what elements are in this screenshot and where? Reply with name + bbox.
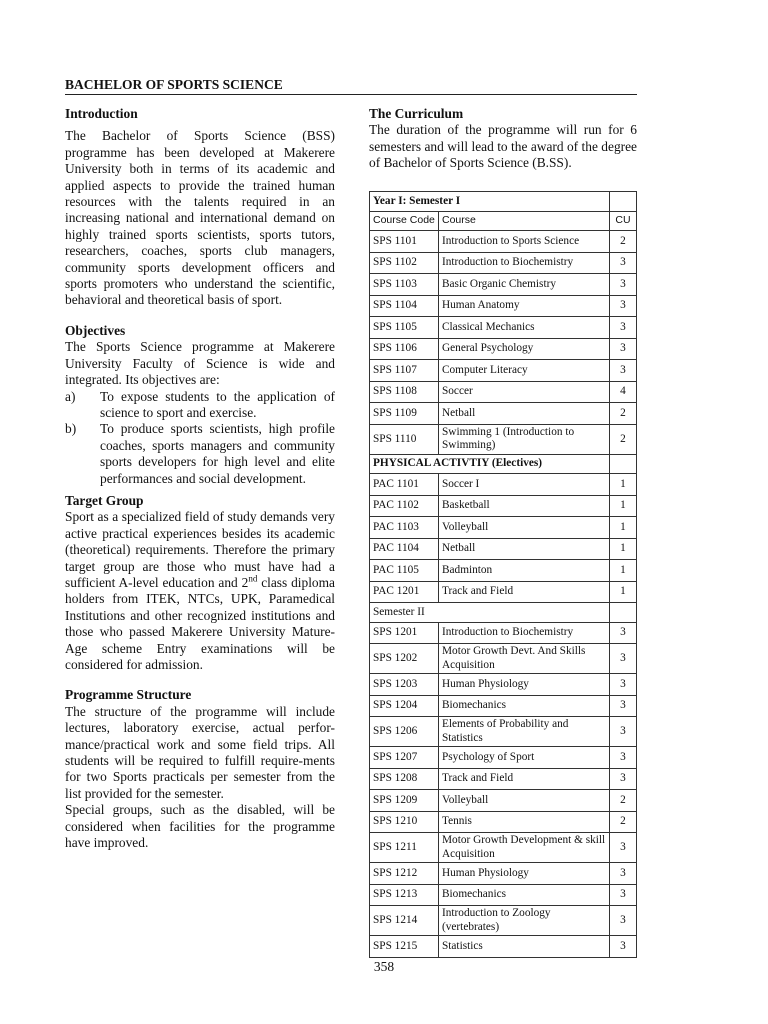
course-code-cell: SPS 1204 bbox=[370, 695, 439, 717]
curriculum-title: The Curriculum bbox=[369, 106, 464, 121]
introduction-text: The Bachelor of Sports Science (BSS) programme has been developed at Makerere University both in terms of its academic and applied aspects to provide the trained human resources with the talents required in an increasing national and international demand on highly trained sports scientists, sports tutors, researchers, coaches, sports club managers, community sports development officers and sports promoters who understand the scientific, behavioral and theoretical basis of sport. bbox=[65, 128, 335, 308]
list-item-label: b) bbox=[65, 421, 77, 437]
course-name-cell: Track and Field bbox=[439, 581, 610, 603]
credit-units-cell: 3 bbox=[610, 768, 637, 790]
programme-structure-text: The structure of the programme will include lectures, laboratory exercise, actual perfor-mance/practical work and some field trips. All students will be required to fulfill require-ments for two Sports practicals per semester from the list provided for the semester. bbox=[65, 703, 335, 801]
course-code-cell: SPS 1107 bbox=[370, 360, 439, 382]
course-name-cell: Human Physiology bbox=[439, 863, 610, 885]
introduction-title: Introduction bbox=[65, 106, 138, 121]
year-semester-header-label: Year I: Semester I bbox=[370, 192, 610, 212]
credit-units-cell: 1 bbox=[610, 517, 637, 539]
empty-cell bbox=[610, 603, 637, 623]
table-row bbox=[370, 833, 637, 863]
table-row bbox=[370, 695, 637, 717]
course-name-cell: Track and Field bbox=[439, 768, 610, 790]
ordinal-superscript: nd bbox=[248, 573, 258, 584]
course-code-cell: PAC 1103 bbox=[370, 517, 439, 539]
table-row bbox=[370, 231, 637, 253]
credit-units-cell: 3 bbox=[610, 695, 637, 717]
credit-units-cell: 3 bbox=[610, 274, 637, 296]
target-group-title: Target Group bbox=[65, 492, 144, 508]
credit-units-cell: 1 bbox=[610, 538, 637, 560]
table-row bbox=[370, 811, 637, 833]
course-name-cell: General Psychology bbox=[439, 338, 610, 360]
course-code-cell: SPS 1206 bbox=[370, 717, 439, 747]
table-row bbox=[370, 538, 637, 560]
course-code-cell: SPS 1110 bbox=[370, 424, 439, 454]
document-heading: BACHELOR OF SPORTS SCIENCE bbox=[65, 77, 637, 95]
course-name-cell: Psychology of Sport bbox=[439, 747, 610, 769]
course-code-cell: SPS 1211 bbox=[370, 833, 439, 863]
credit-units-cell: 3 bbox=[610, 674, 637, 696]
page-number: 358 bbox=[373, 959, 395, 974]
course-code-cell: SPS 1212 bbox=[370, 863, 439, 885]
course-code-cell: PAC 1104 bbox=[370, 538, 439, 560]
credit-units-cell: 2 bbox=[610, 790, 637, 812]
credit-units-cell: 3 bbox=[610, 360, 637, 382]
course-name-cell: Soccer I bbox=[439, 474, 610, 496]
table-row bbox=[370, 936, 637, 958]
target-group-text bbox=[65, 509, 335, 673]
credit-units-cell: 3 bbox=[610, 747, 637, 769]
column-header-code: Course Code bbox=[370, 211, 439, 231]
table-row bbox=[370, 495, 637, 517]
table-row bbox=[370, 717, 637, 747]
course-code-cell: SPS 1213 bbox=[370, 884, 439, 906]
course-name-cell: Badminton bbox=[439, 560, 610, 582]
credit-units-cell: 3 bbox=[610, 338, 637, 360]
table-row bbox=[370, 295, 637, 317]
table-row bbox=[370, 424, 637, 454]
course-code-cell: SPS 1104 bbox=[370, 295, 439, 317]
curriculum-text: The duration of the programme will run for 6 semesters and will lead to the award of the degree of Bachelor of Sports Science (B.SS). bbox=[369, 122, 637, 171]
course-code-cell: PAC 1101 bbox=[370, 474, 439, 496]
course-name-cell: Swimming 1 (Introduction to Swimming) bbox=[439, 424, 610, 454]
table-row bbox=[370, 360, 637, 382]
credit-units-cell: 2 bbox=[610, 403, 637, 425]
semester-ii-header-label: Semester II bbox=[370, 603, 610, 623]
course-code-cell: SPS 1209 bbox=[370, 790, 439, 812]
course-name-cell: Human Physiology bbox=[439, 674, 610, 696]
course-name-cell: Soccer bbox=[439, 381, 610, 403]
right-column bbox=[369, 106, 637, 172]
credit-units-cell: 3 bbox=[610, 833, 637, 863]
left-column bbox=[65, 106, 335, 851]
course-name-cell: Introduction to Zoology (vertebrates) bbox=[439, 906, 610, 936]
course-code-cell: SPS 1207 bbox=[370, 747, 439, 769]
course-name-cell: Basketball bbox=[439, 495, 610, 517]
table-row bbox=[370, 274, 637, 296]
list-item bbox=[65, 421, 335, 487]
course-code-cell: SPS 1102 bbox=[370, 252, 439, 274]
course-code-cell: SPS 1109 bbox=[370, 403, 439, 425]
course-code-cell: SPS 1214 bbox=[370, 906, 439, 936]
course-code-cell: SPS 1208 bbox=[370, 768, 439, 790]
curriculum-table bbox=[369, 191, 637, 958]
credit-units-cell: 3 bbox=[610, 906, 637, 936]
course-name-cell: Volleyball bbox=[439, 517, 610, 539]
credit-units-cell: 4 bbox=[610, 381, 637, 403]
course-name-cell: Introduction to Biochemistry bbox=[439, 622, 610, 644]
target-text-part: class diploma holders from ITEK, NTCs, UPK, Paramedical Institutions and other recognized institutions and those who passed Makerere University Mature-Age scheme Entry examinations will be considered for admission. bbox=[65, 574, 335, 672]
course-code-cell: SPS 1103 bbox=[370, 274, 439, 296]
list-item-text: To produce sports scientists, high profile coaches, sports managers and community sports developers for high level and elite performances and social development. bbox=[100, 421, 335, 486]
objectives-title: Objectives bbox=[65, 322, 126, 338]
credit-units-cell: 2 bbox=[610, 424, 637, 454]
target-text-part: Sport as a specialized field of study demands very active practical experiences besides its academic (theoretical) requirements. Therefore the primary target group are those who must have had a sufficient A-level education and 2 bbox=[65, 509, 335, 590]
course-code-cell: SPS 1106 bbox=[370, 338, 439, 360]
column-header-cu: CU bbox=[610, 211, 637, 231]
table-row bbox=[370, 560, 637, 582]
table-row bbox=[370, 317, 637, 339]
course-name-cell: Netball bbox=[439, 403, 610, 425]
credit-units-cell: 3 bbox=[610, 252, 637, 274]
table-row bbox=[370, 674, 637, 696]
course-code-cell: SPS 1108 bbox=[370, 381, 439, 403]
credit-units-cell: 2 bbox=[610, 811, 637, 833]
course-code-cell: SPS 1101 bbox=[370, 231, 439, 253]
course-name-cell: Volleyball bbox=[439, 790, 610, 812]
credit-units-cell: 1 bbox=[610, 474, 637, 496]
objectives-text: The Sports Science programme at Makerere University Faculty of Science is wide and integrated. Its objectives are: bbox=[65, 339, 335, 388]
course-name-cell: Motor Growth Development & skill Acquisition bbox=[439, 833, 610, 863]
course-name-cell: Elements of Probability and Statistics bbox=[439, 717, 610, 747]
credit-units-cell: 3 bbox=[610, 863, 637, 885]
credit-units-cell: 2 bbox=[610, 231, 637, 253]
table-row bbox=[370, 517, 637, 539]
programme-structure-title: Programme Structure bbox=[65, 687, 192, 703]
credit-units-cell: 3 bbox=[610, 717, 637, 747]
credit-units-cell: 3 bbox=[610, 884, 637, 906]
table-row bbox=[370, 252, 637, 274]
table-row bbox=[370, 622, 637, 644]
course-name-cell: Biomechanics bbox=[439, 695, 610, 717]
course-name-cell: Motor Growth Devt. And Skills Acquisition bbox=[439, 644, 610, 674]
semester-ii-header bbox=[370, 603, 637, 623]
list-item bbox=[65, 389, 335, 422]
credit-units-cell: 3 bbox=[610, 936, 637, 958]
course-name-cell: Biomechanics bbox=[439, 884, 610, 906]
credit-units-cell: 3 bbox=[610, 295, 637, 317]
table-row bbox=[370, 906, 637, 936]
course-code-cell: SPS 1202 bbox=[370, 644, 439, 674]
course-code-cell: SPS 1203 bbox=[370, 674, 439, 696]
table-row bbox=[370, 581, 637, 603]
empty-cell bbox=[610, 454, 637, 474]
course-name-cell: Computer Literacy bbox=[439, 360, 610, 382]
course-name-cell: Tennis bbox=[439, 811, 610, 833]
list-item-label: a) bbox=[65, 388, 76, 404]
table-row bbox=[370, 338, 637, 360]
table-row bbox=[370, 884, 637, 906]
programme-structure-text-2: Special groups, such as the disabled, will be considered when facilities for the programme have improved. bbox=[65, 802, 335, 851]
course-name-cell: Statistics bbox=[439, 936, 610, 958]
credit-units-cell: 3 bbox=[610, 317, 637, 339]
objectives-list bbox=[65, 389, 335, 487]
year-semester-header bbox=[370, 192, 637, 212]
course-name-cell: Human Anatomy bbox=[439, 295, 610, 317]
course-name-cell: Introduction to Sports Science bbox=[439, 231, 610, 253]
table-row bbox=[370, 474, 637, 496]
course-code-cell: PAC 1105 bbox=[370, 560, 439, 582]
list-item-text: To expose students to the application of science to sport and exercise. bbox=[100, 388, 335, 420]
course-name-cell: Classical Mechanics bbox=[439, 317, 610, 339]
table-row bbox=[370, 381, 637, 403]
column-header-row bbox=[370, 211, 637, 231]
course-name-cell: Introduction to Biochemistry bbox=[439, 252, 610, 274]
course-code-cell: SPS 1105 bbox=[370, 317, 439, 339]
table-row bbox=[370, 790, 637, 812]
course-code-cell: SPS 1215 bbox=[370, 936, 439, 958]
course-code-cell: PAC 1201 bbox=[370, 581, 439, 603]
column-header-course: Course bbox=[439, 211, 610, 231]
credit-units-cell: 1 bbox=[610, 581, 637, 603]
course-name-cell: Basic Organic Chemistry bbox=[439, 274, 610, 296]
table-row bbox=[370, 644, 637, 674]
table-row bbox=[370, 403, 637, 425]
course-code-cell: SPS 1201 bbox=[370, 622, 439, 644]
table-row bbox=[370, 768, 637, 790]
course-name-cell: Netball bbox=[439, 538, 610, 560]
table-row bbox=[370, 747, 637, 769]
credit-units-cell: 1 bbox=[610, 560, 637, 582]
credit-units-cell: 1 bbox=[610, 495, 637, 517]
course-code-cell: SPS 1210 bbox=[370, 811, 439, 833]
table-row bbox=[370, 863, 637, 885]
empty-cell bbox=[610, 192, 637, 212]
credit-units-cell: 3 bbox=[610, 644, 637, 674]
physical-activity-header-label: PHYSICAL ACTIVTIY (Electives) bbox=[370, 454, 610, 474]
credit-units-cell: 3 bbox=[610, 622, 637, 644]
physical-activity-header bbox=[370, 454, 637, 474]
course-code-cell: PAC 1102 bbox=[370, 495, 439, 517]
